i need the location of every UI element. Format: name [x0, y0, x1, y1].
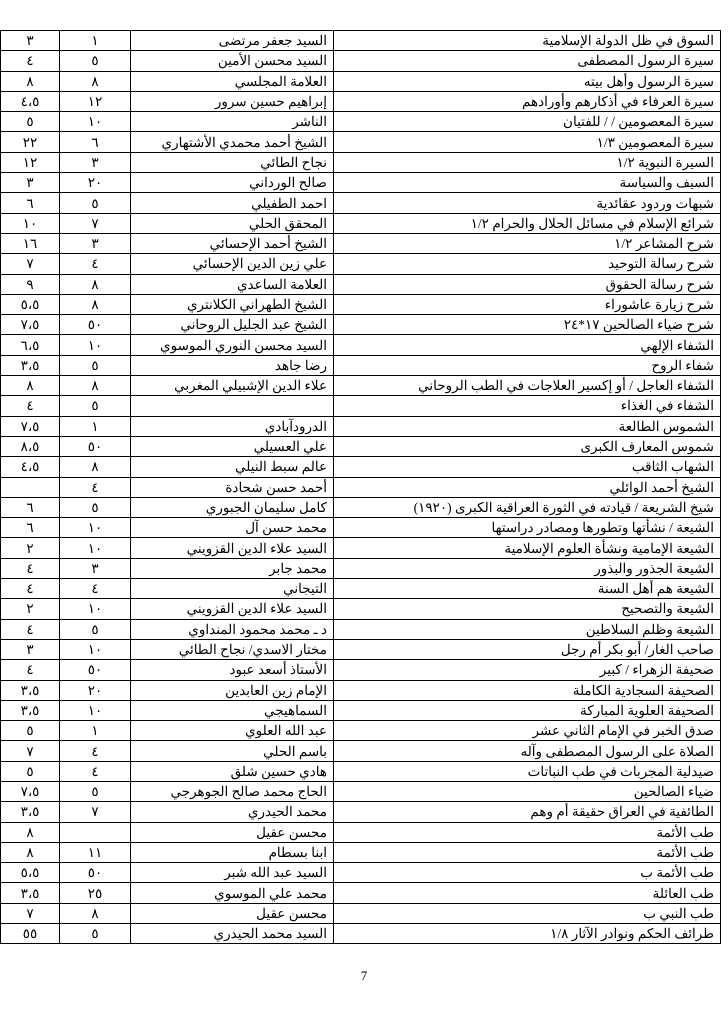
price-cell: ٥،٥ — [1, 294, 60, 314]
price-cell: ١٦ — [1, 233, 60, 253]
author-cell: أحمد حسن شحادة — [131, 477, 334, 497]
author-cell: السيد محسن النوري الموسوي — [131, 335, 334, 355]
book-title-cell: الشموس الطالعة — [334, 416, 721, 436]
price-cell — [1, 477, 60, 497]
price-cell: ٧،٥ — [1, 781, 60, 801]
price-cell: ٧ — [1, 903, 60, 923]
author-cell: علي العسيلي — [131, 436, 334, 456]
price-cell: ٢ — [1, 599, 60, 619]
author-cell: محسن عقيل — [131, 903, 334, 923]
book-title-cell: شبهات وردود عقائدية — [334, 193, 721, 213]
quantity-cell — [60, 822, 131, 842]
price-cell: ٤،٥ — [1, 91, 60, 111]
table-row — [1, 51, 721, 71]
quantity-cell: ٣ — [60, 233, 131, 253]
book-title-cell: السيف والسياسة — [334, 173, 721, 193]
price-cell: ٤،٥ — [1, 457, 60, 477]
table-row — [1, 132, 721, 152]
book-title-cell: صحيفة الزهراء / كبير — [334, 660, 721, 680]
quantity-cell: ٥٠ — [60, 436, 131, 456]
book-title-cell: ضياء الصالحين — [334, 781, 721, 801]
table-row — [1, 152, 721, 172]
price-cell: ٦ — [1, 497, 60, 517]
author-cell: الشيخ عبد الجليل الروحاني — [131, 315, 334, 335]
author-cell: باسم الحلي — [131, 741, 334, 761]
table-row — [1, 700, 721, 720]
price-cell: ٢٢ — [1, 132, 60, 152]
table-row — [1, 842, 721, 862]
book-title-cell: الصلاة على الرسول المصطفى وآله — [334, 741, 721, 761]
table-row — [1, 903, 721, 923]
quantity-cell: ١٢ — [60, 91, 131, 111]
table-row — [1, 639, 721, 659]
author-cell: عبد الله العلوي — [131, 721, 334, 741]
price-cell: ٦ — [1, 193, 60, 213]
price-cell: ٦ — [1, 518, 60, 538]
table-row — [1, 436, 721, 456]
table-row — [1, 31, 721, 51]
price-cell: ٧ — [1, 741, 60, 761]
author-cell: السيد جعفر مرتضى — [131, 31, 334, 51]
table-row — [1, 315, 721, 335]
quantity-cell: ٥ — [60, 355, 131, 375]
author-cell: محسن عقيل — [131, 822, 334, 842]
price-cell: ٧،٥ — [1, 315, 60, 335]
quantity-cell: ٨ — [60, 903, 131, 923]
book-title-cell: الشيخ أحمد الوائلي — [334, 477, 721, 497]
book-title-cell: سيرة العرفاء في أذكارهم وأورادهم — [334, 91, 721, 111]
quantity-cell: ٥ — [60, 193, 131, 213]
table-row — [1, 518, 721, 538]
author-cell: علي زين الدين الإحسائي — [131, 254, 334, 274]
author-cell: كامل سليمان الجبوري — [131, 497, 334, 517]
quantity-cell: ٨ — [60, 457, 131, 477]
books-table-body — [1, 31, 721, 944]
quantity-cell: ١ — [60, 721, 131, 741]
quantity-cell: ٥ — [60, 924, 131, 944]
price-cell: ٣،٥ — [1, 700, 60, 720]
author-cell: السيد علاء الدين القزويني — [131, 599, 334, 619]
table-row — [1, 721, 721, 741]
table-row — [1, 579, 721, 599]
author-cell: السيد عبد الله شبر — [131, 863, 334, 883]
author-cell: محمد الحيدري — [131, 802, 334, 822]
quantity-cell: ٥ — [60, 619, 131, 639]
book-title-cell: السيرة النبوية ١/٢ — [334, 152, 721, 172]
table-row — [1, 761, 721, 781]
price-cell: ٨،٥ — [1, 436, 60, 456]
book-title-cell: طرائف الحكم ونوادر الآثار ١/٨ — [334, 924, 721, 944]
quantity-cell: ١٠ — [60, 112, 131, 132]
book-title-cell: شيخ الشريعة / قيادته في الثورة العراقية الكبرى (١٩٢٠) — [334, 497, 721, 517]
author-cell: هادي حسين شلق — [131, 761, 334, 781]
price-cell: ٧،٥ — [1, 416, 60, 436]
page-number: 7 — [360, 968, 368, 983]
price-cell: ٤ — [1, 579, 60, 599]
quantity-cell: ٧ — [60, 213, 131, 233]
book-title-cell: شرح المشاعر ١/٢ — [334, 233, 721, 253]
book-title-cell: السوق في ظل الدولة الإسلامية — [334, 31, 721, 51]
author-cell: العلامة المجلسي — [131, 71, 334, 91]
author-cell: العلامة الساعدي — [131, 274, 334, 294]
author-cell: رضا جاهد — [131, 355, 334, 375]
quantity-cell: ٥٠ — [60, 660, 131, 680]
author-cell: د ـ محمد محمود المنداوي — [131, 619, 334, 639]
quantity-cell: ٨ — [60, 274, 131, 294]
table-row — [1, 680, 721, 700]
price-cell: ٨ — [1, 71, 60, 91]
table-row — [1, 477, 721, 497]
author-cell: نجاح الطائي — [131, 152, 334, 172]
quantity-cell: ٢٠ — [60, 173, 131, 193]
quantity-cell: ٨ — [60, 71, 131, 91]
price-cell: ٤ — [1, 619, 60, 639]
book-title-cell: شرح ضياء الصالحين ١٧*٢٤ — [334, 315, 721, 335]
quantity-cell: ١١ — [60, 842, 131, 862]
book-title-cell: شرح زيارة عاشوراء — [334, 294, 721, 314]
price-cell: ٢ — [1, 538, 60, 558]
table-row — [1, 538, 721, 558]
book-title-cell: شرح رسالة التوحيد — [334, 254, 721, 274]
price-cell: ١٢ — [1, 152, 60, 172]
quantity-cell: ٤ — [60, 477, 131, 497]
price-cell: ٣،٥ — [1, 883, 60, 903]
quantity-cell: ١ — [60, 31, 131, 51]
quantity-cell: ٥٠ — [60, 863, 131, 883]
author-cell: صالح الورداني — [131, 173, 334, 193]
author-cell: محمد علي الموسوي — [131, 883, 334, 903]
quantity-cell: ٨ — [60, 294, 131, 314]
table-row — [1, 294, 721, 314]
book-title-cell: الصحيفة العلوية المباركة — [334, 700, 721, 720]
table-row — [1, 660, 721, 680]
price-cell: ٨ — [1, 376, 60, 396]
table-row — [1, 924, 721, 944]
book-title-cell: طب الأئمة — [334, 822, 721, 842]
book-title-cell: صاحب الغار/ أبو بكر أم رجل — [334, 639, 721, 659]
author-cell: الناشر — [131, 112, 334, 132]
book-title-cell: صدق الخبر في الإمام الثاني عشر — [334, 721, 721, 741]
books-table — [0, 30, 721, 944]
quantity-cell: ١٠ — [60, 335, 131, 355]
quantity-cell: ٥ — [60, 51, 131, 71]
book-title-cell: الشيعة والتصحيح — [334, 599, 721, 619]
table-row — [1, 741, 721, 761]
price-cell: ٣ — [1, 173, 60, 193]
quantity-cell: ٤ — [60, 741, 131, 761]
book-title-cell: الشيعة الجذور والبذور — [334, 558, 721, 578]
price-cell: ٤ — [1, 51, 60, 71]
author-cell: الحاج محمد صالح الجوهرجي — [131, 781, 334, 801]
price-cell: ٨ — [1, 822, 60, 842]
price-cell: ٣ — [1, 31, 60, 51]
table-row — [1, 173, 721, 193]
author-cell: الشيخ أحمد الإحسائي — [131, 233, 334, 253]
book-title-cell: الشهاب الثاقب — [334, 457, 721, 477]
price-cell: ٥ — [1, 112, 60, 132]
table-row — [1, 213, 721, 233]
table-row — [1, 376, 721, 396]
table-row — [1, 233, 721, 253]
price-cell: ٥٥ — [1, 924, 60, 944]
book-title-cell: سيرة الرسول وأهل بيته — [334, 71, 721, 91]
table-row — [1, 71, 721, 91]
author-cell: التيجاني — [131, 579, 334, 599]
price-cell: ٤ — [1, 660, 60, 680]
book-title-cell: الشيعة وظلم السلاطين — [334, 619, 721, 639]
author-cell — [131, 396, 334, 416]
quantity-cell: ١٠ — [60, 599, 131, 619]
quantity-cell: ٥ — [60, 396, 131, 416]
book-title-cell: شرائع الإسلام في مسائل الحلال والحرام ١/٢ — [334, 213, 721, 233]
book-title-cell: سيرة المعصومين ١/٣ — [334, 132, 721, 152]
author-cell: محمد جابر — [131, 558, 334, 578]
table-row — [1, 112, 721, 132]
quantity-cell: ١٠ — [60, 538, 131, 558]
book-title-cell: طب الأئمة — [334, 842, 721, 862]
price-cell: ٣ — [1, 639, 60, 659]
author-cell: الشيخ الطهراني الكلانتري — [131, 294, 334, 314]
book-title-cell: الشيعة / نشأتها وتطورها ومصادر دراستها — [334, 518, 721, 538]
quantity-cell: ٦ — [60, 132, 131, 152]
price-cell: ٦،٥ — [1, 335, 60, 355]
book-title-cell: طب النبي ب — [334, 903, 721, 923]
table-row — [1, 822, 721, 842]
table-row — [1, 457, 721, 477]
table-row — [1, 883, 721, 903]
book-title-cell: سيرة المعصومين / / للفتيان — [334, 112, 721, 132]
author-cell: عالم سبط النيلي — [131, 457, 334, 477]
quantity-cell: ٥٠ — [60, 315, 131, 335]
table-row — [1, 91, 721, 111]
quantity-cell: ١ — [60, 416, 131, 436]
price-cell: ٤ — [1, 396, 60, 416]
table-row — [1, 599, 721, 619]
table-row — [1, 254, 721, 274]
price-cell: ٧ — [1, 254, 60, 274]
book-title-cell: شفاء الروح — [334, 355, 721, 375]
table-row — [1, 193, 721, 213]
author-cell: محمد حسن آل — [131, 518, 334, 538]
price-cell: ١٠ — [1, 213, 60, 233]
book-title-cell: الشفاء الإلهي — [334, 335, 721, 355]
author-cell: الشيخ أحمد محمدي الأشتهاري — [131, 132, 334, 152]
quantity-cell: ٢٠ — [60, 680, 131, 700]
table-row — [1, 396, 721, 416]
table-row — [1, 619, 721, 639]
book-title-cell: الشفاء في الغذاء — [334, 396, 721, 416]
price-cell: ٣،٥ — [1, 680, 60, 700]
quantity-cell: ٤ — [60, 761, 131, 781]
quantity-cell: ٤ — [60, 579, 131, 599]
table-row — [1, 416, 721, 436]
quantity-cell: ٥ — [60, 781, 131, 801]
quantity-cell: ٥ — [60, 497, 131, 517]
author-cell: السيد محمد الحيدري — [131, 924, 334, 944]
author-cell: احمد الطفيلي — [131, 193, 334, 213]
table-row — [1, 497, 721, 517]
book-title-cell: طب الأئمة ب — [334, 863, 721, 883]
book-title-cell: الشيعة الإمامية ونشأة العلوم الإسلامية — [334, 538, 721, 558]
table-row — [1, 355, 721, 375]
quantity-cell: ٢٥ — [60, 883, 131, 903]
author-cell: ابنا بسطام — [131, 842, 334, 862]
book-title-cell: شموس المعارف الكبرى — [334, 436, 721, 456]
book-title-cell: صيدلية المجربات في طب النباتات — [334, 761, 721, 781]
price-cell: ٥،٥ — [1, 863, 60, 883]
quantity-cell: ١٠ — [60, 639, 131, 659]
book-title-cell: الصحيفة السجادية الكاملة — [334, 680, 721, 700]
author-cell: علاء الدين الإشبيلي المغربي — [131, 376, 334, 396]
price-cell: ٣،٥ — [1, 802, 60, 822]
author-cell: السيد محسن الأمين — [131, 51, 334, 71]
author-cell: المحقق الحلي — [131, 213, 334, 233]
quantity-cell: ٣ — [60, 558, 131, 578]
table-row — [1, 558, 721, 578]
price-cell: ٣،٥ — [1, 355, 60, 375]
author-cell: إبراهيم حسين سرور — [131, 91, 334, 111]
quantity-cell: ١٠ — [60, 518, 131, 538]
author-cell: السماهيجي — [131, 700, 334, 720]
price-cell: ٥ — [1, 761, 60, 781]
book-title-cell: طب العائلة — [334, 883, 721, 903]
book-title-cell: الطائفية في العراق حقيقة أم وهم — [334, 802, 721, 822]
author-cell: الإمام زين العابدين — [131, 680, 334, 700]
quantity-cell: ٧ — [60, 802, 131, 822]
book-title-cell: الشفاء العاجل / أو إكسير العلاجات في الطب الروحاني — [334, 376, 721, 396]
price-cell: ٨ — [1, 842, 60, 862]
table-row — [1, 274, 721, 294]
table-row — [1, 335, 721, 355]
quantity-cell: ٤ — [60, 254, 131, 274]
book-title-cell: سيرة الرسول المصطفى — [334, 51, 721, 71]
quantity-cell: ١٠ — [60, 700, 131, 720]
price-cell: ٩ — [1, 274, 60, 294]
quantity-cell: ٣ — [60, 152, 131, 172]
author-cell: الأستاذ أسعد عبود — [131, 660, 334, 680]
table-row — [1, 781, 721, 801]
price-cell: ٤ — [1, 558, 60, 578]
author-cell: الدرودآبادي — [131, 416, 334, 436]
table-row — [1, 863, 721, 883]
author-cell: مختار الاسدي/ نجاح الطائي — [131, 639, 334, 659]
book-title-cell: الشيعة هم أهل السنة — [334, 579, 721, 599]
author-cell: السيد علاء الدين القزويني — [131, 538, 334, 558]
table-row — [1, 802, 721, 822]
book-title-cell: شرح رسالة الحقوق — [334, 274, 721, 294]
price-cell: ٥ — [1, 721, 60, 741]
quantity-cell: ٨ — [60, 376, 131, 396]
